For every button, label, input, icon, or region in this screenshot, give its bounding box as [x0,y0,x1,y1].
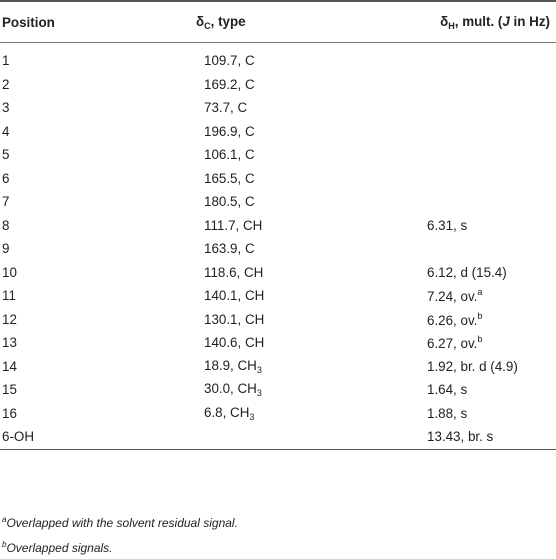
header-delta-c-symbol: δ [196,13,205,29]
header-delta-h-unit: in Hz) [509,13,550,29]
header-delta-c-type: , type [210,13,246,29]
cell-delta-h [280,311,556,328]
cell-delta-c-subscript: 3 [249,411,255,422]
cell-delta-c [150,124,280,139]
cell-delta-h-value: 1.88, s [427,405,468,421]
table-row [0,143,556,167]
cell-delta-c [150,218,280,233]
table-bottom-rule [0,449,556,450]
cell-delta-h [280,334,556,351]
cell-delta-h-value: 6.26, ov. [427,312,478,328]
cell-position: 6-OH [2,429,34,445]
cell-delta-h-value: 1.92, br. d (4.9) [427,358,518,374]
table-row [0,355,556,379]
cell-delta-c-value: 30.0, CH [204,381,257,397]
cell-delta-c-value: 111.7, CH [204,217,263,233]
header-delta-h-symbol: δ [440,13,449,29]
cell-position: 5 [2,147,10,163]
cell-delta-c-value: 73.7, C [204,100,248,116]
table-row [0,261,556,285]
cell-delta-c [150,358,280,375]
footnote-b-mark: b [2,540,7,549]
cell-position: 7 [2,194,10,210]
cell-delta-h [280,406,556,421]
cell-delta-c-value: 18.9, CH [204,357,257,373]
cell-position: 13 [2,335,17,351]
table-row [0,190,556,214]
cell-delta-c-value: 6.8, CH [204,404,250,420]
header-delta-h [280,14,556,31]
cell-delta-c [150,405,280,422]
table-header-rule [0,42,556,43]
cell-delta-c-value: 106.1, C [204,147,255,163]
cell-delta-h [280,382,556,397]
table-row [0,378,556,402]
footnote-a-mark: a [2,515,7,524]
header-delta-c [150,14,280,31]
cell-delta-h [280,265,556,280]
cell-delta-h-value: 1.64, s [427,382,468,398]
table-row [0,49,556,73]
cell-position: 4 [2,123,10,139]
header-position: Position [2,14,55,30]
cell-position: 2 [2,76,10,92]
cell-delta-c [150,381,280,398]
cell-delta-c [150,265,280,280]
cell-delta-c [150,312,280,327]
cell-delta-h-footnote-mark: b [477,310,483,321]
table-row [0,425,556,449]
header-delta-h-j: J [502,13,510,29]
cell-delta-h-value: 13.43, br. s [427,429,494,445]
table-row [0,214,556,238]
cell-position: 15 [2,382,17,398]
cell-delta-c-value: 140.6, CH [204,335,265,351]
footnote-b-text: Overlapped signals. [6,541,113,555]
cell-delta-h [280,287,556,304]
cell-position: 16 [2,405,17,421]
cell-delta-h [280,359,556,374]
cell-delta-c [150,100,280,115]
table-row [0,167,556,191]
footnote-a-text: Overlapped with the solvent residual signal. [6,516,238,530]
cell-delta-c-value: 165.5, C [204,170,255,186]
cell-delta-c-value: 180.5, C [204,194,255,210]
cell-delta-c-value: 118.6, CH [204,264,264,280]
cell-delta-c [150,171,280,186]
header-delta-h-mult: , mult. ( [454,13,503,29]
cell-delta-h [280,218,556,233]
table-row [0,402,556,426]
table-row [0,331,556,355]
footnote-b [2,534,238,559]
cell-position: 1 [2,53,10,69]
cell-delta-c [150,288,280,303]
cell-delta-c [150,53,280,68]
cell-delta-c-value: 130.1, CH [204,311,265,327]
cell-delta-c-value: 196.9, C [204,123,255,139]
cell-delta-c-subscript: 3 [256,388,262,399]
table-row [0,284,556,308]
table-header-row [0,2,556,42]
cell-delta-h-footnote-mark: a [477,287,483,298]
table-row [0,120,556,144]
cell-position: 14 [2,358,17,374]
table-row [0,237,556,261]
cell-position: 8 [2,217,10,233]
cell-delta-c-value: 109.7, C [204,53,255,69]
cell-delta-h-value: 7.24, ov. [427,289,478,305]
cell-position: 9 [2,241,10,257]
cell-position: 12 [2,311,17,327]
cell-delta-h-value: 6.31, s [427,217,468,233]
cell-delta-c [150,241,280,256]
cell-delta-c-value: 163.9, C [204,241,255,257]
table-footnotes [2,509,238,559]
cell-delta-c [150,147,280,162]
header-delta-c-subscript: C [204,20,211,31]
cell-delta-c-value: 140.1, CH [204,288,265,304]
table-body [0,49,556,449]
table-row [0,73,556,97]
cell-delta-h-value: 6.12, d (15.4) [427,264,507,280]
table-row [0,308,556,332]
header-delta-h-subscript: H [448,20,455,31]
cell-delta-c [150,194,280,209]
cell-position: 10 [2,264,17,280]
cell-delta-c [150,77,280,92]
footnote-a [2,509,238,534]
cell-position: 6 [2,170,10,186]
cell-delta-h-footnote-mark: b [477,334,483,345]
cell-delta-h [280,429,556,444]
cell-delta-c-subscript: 3 [256,364,262,375]
table-row [0,96,556,120]
cell-position: 3 [2,100,10,116]
cell-delta-c-value: 169.2, C [204,76,255,92]
cell-position: 11 [2,288,16,304]
cell-delta-c [150,335,280,350]
cell-delta-h-value: 6.27, ov. [427,336,478,352]
